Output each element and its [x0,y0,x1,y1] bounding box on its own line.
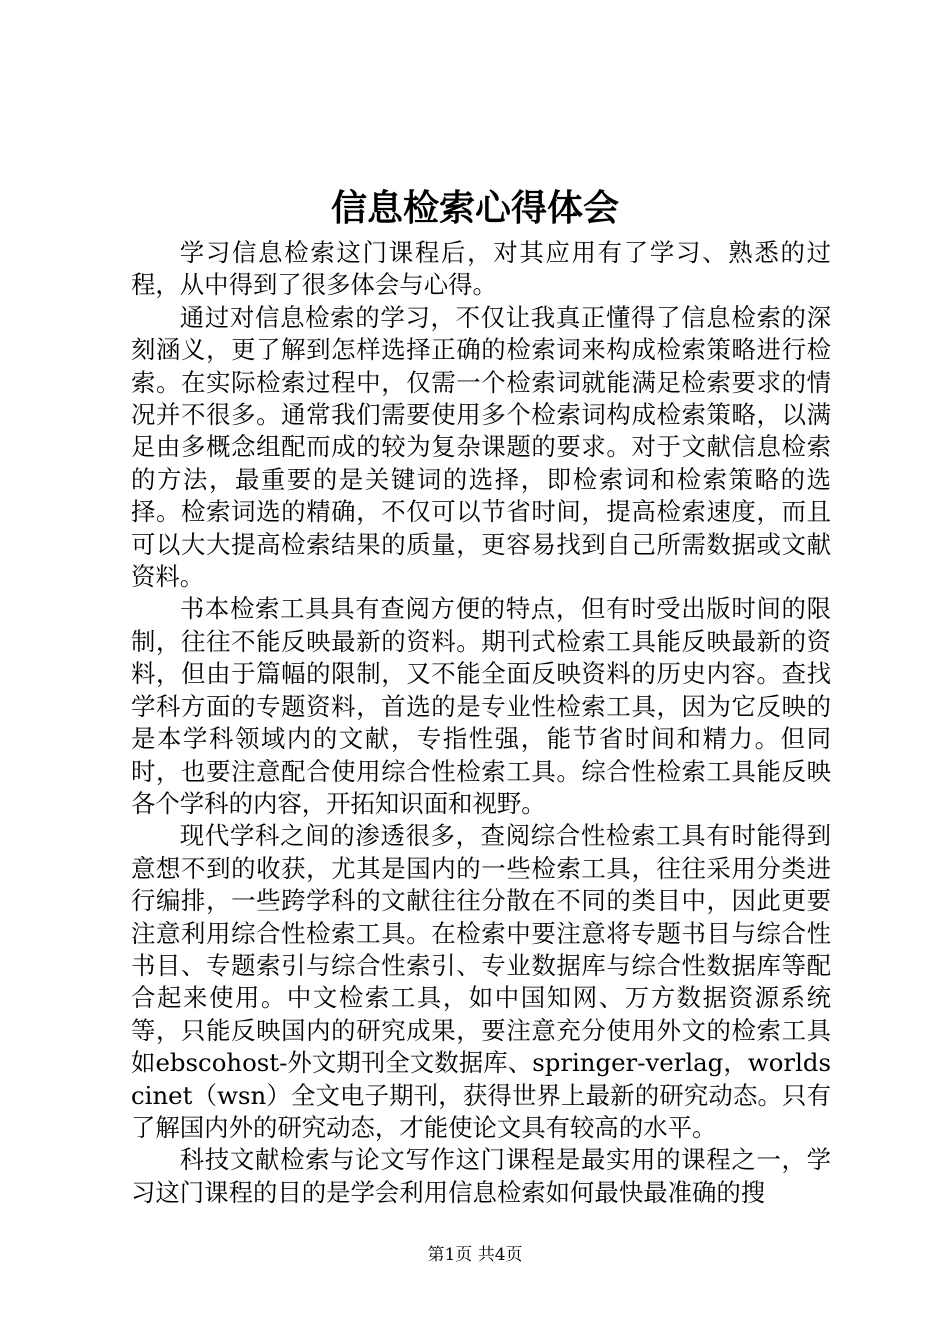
document-title: 信息检索心得体会 [330,187,619,229]
paragraph: 科技文献检索与论文写作这门课程是最实用的课程之一，学习这门课程的目的是学会利用信息检索如何最快最准确的搜 [131,1145,831,1207]
paragraph: 通过对信息检索的学习，不仅让我真正懂得了信息检索的深刻涵义，更了解到怎样选择正确的检索词来构成检索策略进行检索。在实际检索过程中，仅需一个检索词就能满足检索要求的情况并不很多。通常我们需要使用多个检索词构成检索策略，以满足由多概念组配而成的较为复杂课题的要求。对于文献信息检索的方法，最重要的是关键词的选择，即检索词和检索策略的选择。检索词选的精确，不仅可以节省时间，提高检索速度，而且可以大大提高检索结果的质量，更容易找到自己所需数据或文献资料。 [131,302,831,592]
document-body [131,237,831,1209]
paragraph: 现代学科之间的渗透很多，查阅综合性检索工具有时能得到意想不到的收获，尤其是国内的一些检索工具，往往采用分类进行编排，一些跨学科的文献往往分散在不同的类目中，因此更要注意利用综合性检索工具。在检索中要注意将专题书目与综合性书目、专题索引与综合性索引、专业数据库与综合性数据库等配合起来使用。中文检索工具，如中国知网、万方数据资源系统等，只能反映国内的研究成果，要注意充分使用外文的检索工具如ebscohost-外文期刊全文数据库、springer-verlag，worldscinet（wsn）全文电子期刊，获得世界上最新的研究动态。只有了解国内外的研究动态，才能使论文具有较高的水平。 [131,821,831,1142]
paragraph: 学习信息检索这门课程后，对其应用有了学习、熟悉的过程，从中得到了很多体会与心得。 [131,238,831,300]
paragraph: 书本检索工具具有查阅方便的特点，但有时受出版时间的限制，往往不能反映最新的资料。期刊式检索工具能反映最新的资料，但由于篇幅的限制，又不能全面反映资料的历史内容。查找学科方面的专题资料，首选的是专业性检索工具，因为它反映的是本学科领域内的文献，专指性强，能节省时间和精力。但同时，也要注意配合使用综合性检索工具。综合性检索工具能反映各个学科的内容，开拓知识面和视野。 [131,594,831,818]
page-number-footer: 第1页 共4页 [427,1245,523,1265]
